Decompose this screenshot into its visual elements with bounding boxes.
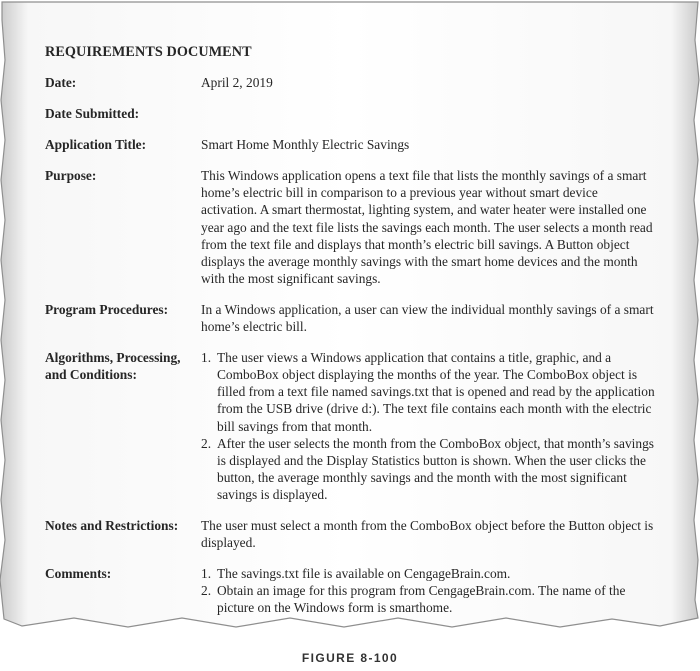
algorithms-label: Algorithms, Processing, and Conditions: [45, 350, 181, 383]
requirements-document [45, 44, 655, 630]
figure-caption: FIGURE 8-100 [301, 651, 399, 665]
date-row [45, 74, 655, 91]
list-item [201, 582, 655, 616]
purpose-row [45, 167, 655, 287]
list-item-text: The savings.txt file is available on CengageBrain.com. [217, 566, 511, 582]
algorithms-row [45, 349, 655, 503]
comments-list [201, 565, 655, 616]
list-item-number: 2. [201, 583, 212, 599]
list-item-text: After the user selects the month from the ComboBox object, that month’s savings is displayed and the Display Statistics button is shown. When the user clicks the button, the average monthly savings and the month with the most significant savings is displayed. [217, 435, 654, 502]
comments-row [45, 565, 655, 616]
notes-value: The user must select a month from the ComboBox object before the Button object is displayed. [201, 517, 654, 551]
date-submitted-label: Date Submitted: [45, 106, 140, 122]
algorithms-list [201, 349, 655, 503]
date-submitted-value [201, 105, 655, 122]
program-procedures-label: Program Procedures: [45, 301, 169, 317]
list-item [201, 565, 655, 582]
purpose-value: This Windows application opens a text file that lists the monthly savings of a smart home’s electric bill in comparison to a previous year without smart device activation. A smart thermostat, lighting system, and water heater were installed one year ago and the text file lists the savings each month. The user selects a month read from the text file and displays that month’s electric bill savings. A Button object displays the average monthly savings with the smart home devices and the month with the most significant savings. [201, 168, 653, 286]
comments-label: Comments: [45, 566, 112, 582]
notes-row [45, 517, 655, 551]
date-value: April 2, 2019 [201, 75, 273, 90]
list-item-number: 1. [201, 566, 212, 582]
application-title-row [45, 136, 655, 153]
list-item-number: 2. [201, 435, 212, 451]
date-submitted-row [45, 105, 655, 122]
program-procedures-value: In a Windows application, a user can view the individual monthly savings of a smart home’s electric bill. [201, 301, 654, 335]
purpose-label: Purpose: [45, 168, 97, 184]
list-item [201, 349, 655, 434]
list-item-text: The user views a Windows application that contains a title, graphic, and a ComboBox object displaying the months of the year. The ComboBox object is filled from a text file named savings.txt that is opened and read by the application from the USB drive (drive d:). The text file contains each month with the electric bill savings from that month. [217, 350, 655, 434]
date-label: Date: [45, 75, 77, 90]
list-item-text: Obtain an image for this program from CengageBrain.com. The name of the picture on the Windows form is smarthome. [217, 583, 626, 616]
list-item-number: 1. [201, 350, 212, 366]
program-procedures-row [45, 301, 655, 335]
notes-label: Notes and Restrictions: [45, 517, 179, 533]
document-title: REQUIREMENTS DOCUMENT [45, 44, 252, 60]
application-title-value: Smart Home Monthly Electric Savings [201, 137, 410, 153]
application-title-label: Application Title: [45, 137, 147, 153]
list-item [201, 435, 655, 503]
